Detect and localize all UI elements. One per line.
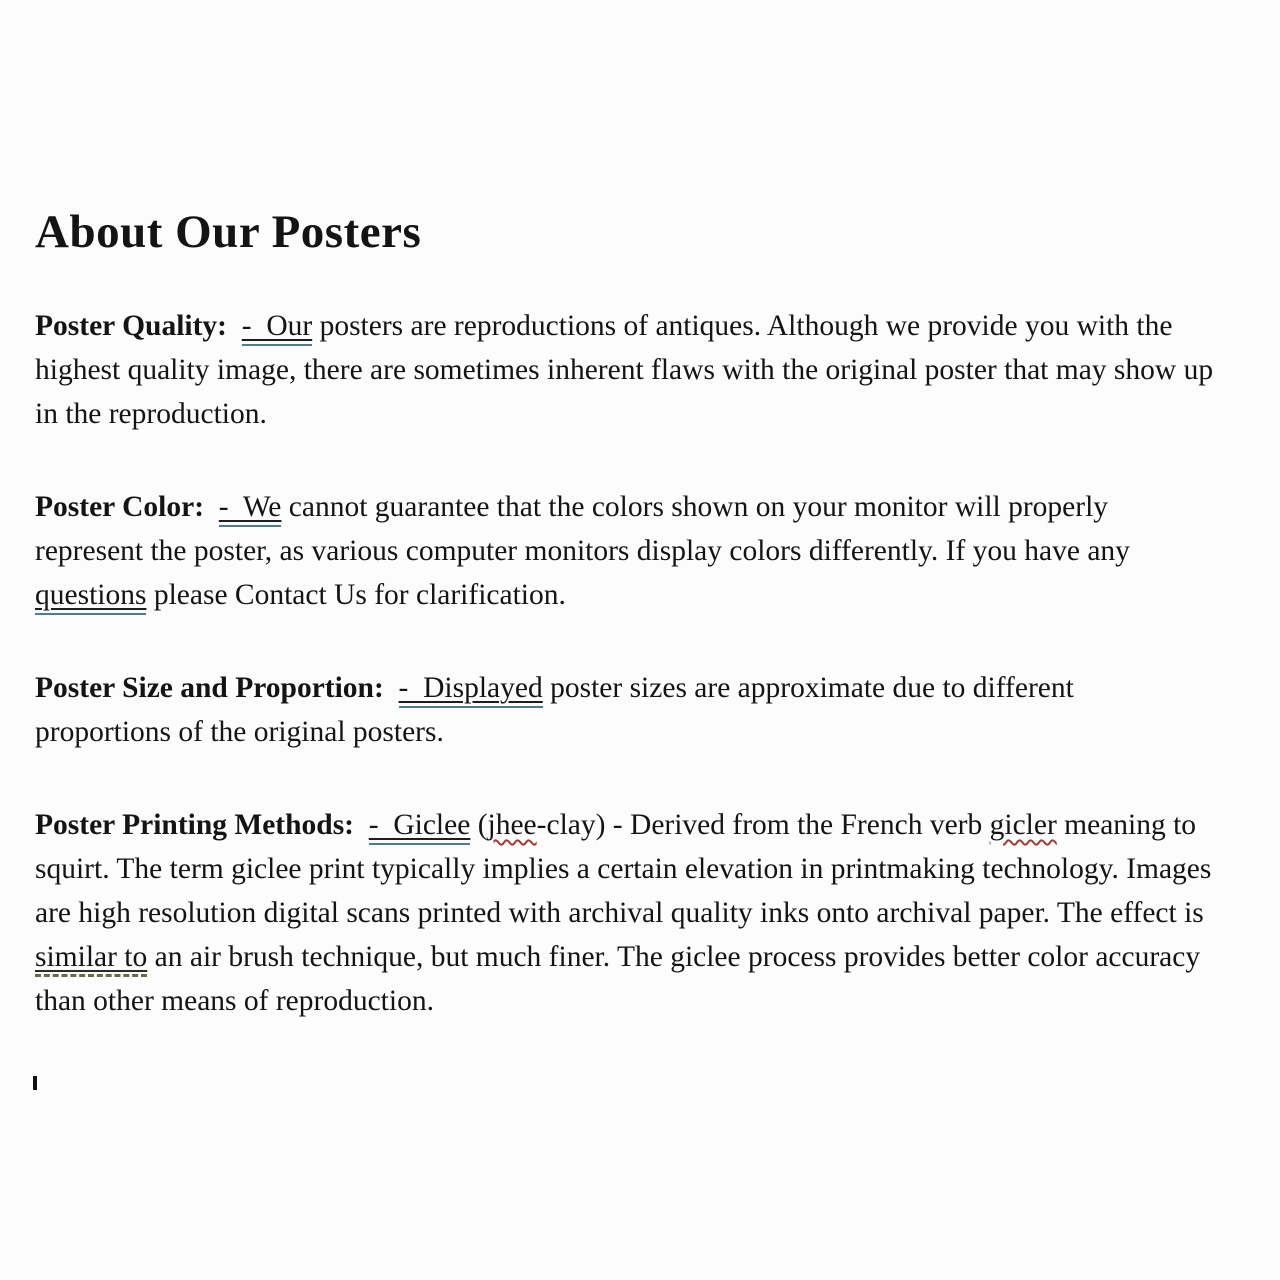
link-we[interactable]: - We: [219, 491, 282, 527]
body-text-printing-1: (: [470, 809, 488, 841]
section-heading-poster-size: Poster Size and Proportion:: [35, 672, 399, 704]
body-text-poster-size: poster sizes are approximate due to different proportions of the original posters.: [35, 672, 1074, 748]
misspelled-word-gicler: gicler: [989, 809, 1057, 841]
paragraph-poster-printing: [35, 803, 1214, 1023]
body-text-poster-quality: posters are reproductions of antiques. Although we provide you with the highest quality image, there are sometimes inherent flaws with the original poster that may show up in the reproduction.: [35, 310, 1214, 430]
link-giclee[interactable]: - Giclee: [369, 809, 471, 845]
section-heading-poster-printing: Poster Printing Methods:: [35, 809, 369, 841]
body-text-printing-2: -clay) - Derived from the French verb: [536, 809, 990, 841]
grammar-flagged-phrase-similar-to: similar to: [35, 941, 147, 977]
paragraph-poster-color: [35, 485, 1214, 617]
link-our[interactable]: - Our: [242, 310, 312, 346]
link-displayed[interactable]: - Displayed: [399, 672, 543, 708]
body-text-printing-3: meaning to squirt. The term giclee print typically implies a certain elevation in printmaking technology. Images are high resolution digital scans printed with archival quality inks onto archival paper. The effect is: [35, 809, 1212, 929]
paragraph-poster-quality: [35, 304, 1214, 436]
paragraph-poster-size: [35, 666, 1214, 754]
section-heading-poster-quality: Poster Quality:: [35, 310, 242, 342]
page-title: About Our Posters: [35, 206, 422, 258]
body-text-poster-color-1: cannot guarantee that the colors shown on your monitor will properly represent the poster, as various computer monitors display colors differently. If you have any: [35, 491, 1130, 567]
section-heading-poster-color: Poster Color:: [35, 491, 219, 523]
body-text-poster-color-2: please Contact Us for clarification.: [146, 579, 566, 611]
misspelled-word-jhee: jhee: [487, 809, 537, 841]
body-text-printing-4: an air brush technique, but much finer. The giclee process provides better color accuracy than other means of reproduction.: [35, 941, 1201, 1017]
link-questions[interactable]: questions: [35, 579, 146, 615]
text-cursor-mark: [33, 1076, 37, 1090]
